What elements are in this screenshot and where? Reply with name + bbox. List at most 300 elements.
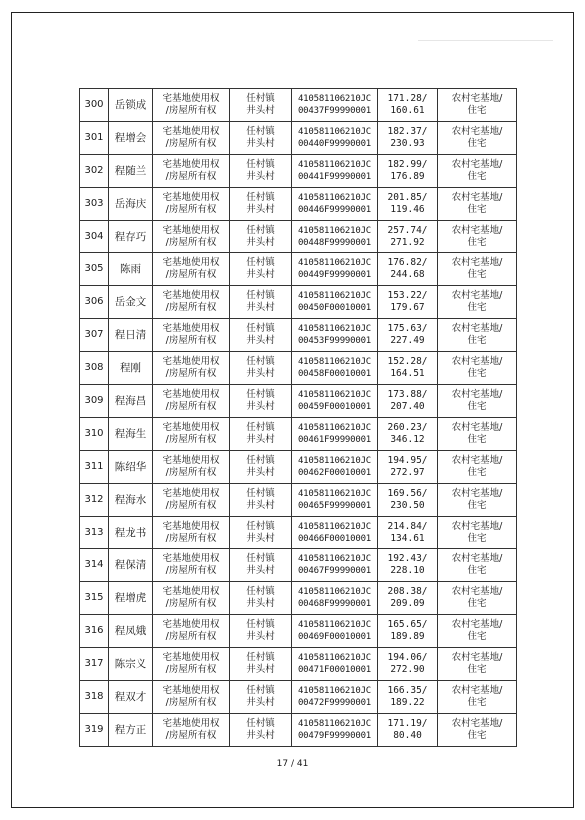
right-type-cell-line-1: 宅基地使用权 [162,553,220,565]
right-type-cell [153,385,230,418]
usage-cell-line-2: 住宅 [467,236,487,248]
unit-code-cell-line-1: 410581106210JC [297,685,372,696]
right-type-cell-line-2: /房屋所有权 [165,664,217,676]
location-cell-line-1: 任村镇 [246,191,275,203]
usage-cell [438,286,517,319]
right-type-cell [153,681,230,714]
usage-cell-line-2: 住宅 [467,598,487,610]
usage-cell-line-1: 农村宅基地/ [451,421,503,433]
table-row [80,253,517,286]
unit-code-cell [292,319,378,352]
unit-code-cell [292,615,378,648]
location-cell [230,450,292,483]
area-cell-line-2: 207.40 [390,400,425,412]
owner-name-cell-line-1: 程刚 [120,362,141,375]
row-number-cell [80,187,109,220]
usage-cell-line-2: 住宅 [467,696,487,708]
row-number-cell [80,648,109,681]
location-cell-line-1: 任村镇 [246,619,275,631]
usage-cell-line-1: 农村宅基地/ [451,520,503,532]
table-row [80,450,517,483]
owner-name-cell-line-1: 程存巧 [114,230,147,243]
usage-cell-line-1: 农村宅基地/ [451,684,503,696]
table-row [80,582,517,615]
right-type-cell-line-2: /房屋所有权 [165,433,217,445]
owner-name-cell [109,89,153,122]
location-cell-line-2: 井头村 [246,565,275,577]
owner-name-cell-line-1: 程海水 [114,493,147,506]
unit-code-cell [292,417,378,450]
row-number-cell-line-1: 307 [84,329,104,341]
table-row [80,516,517,549]
unit-code-cell-line-2: 00479F99990001 [297,730,372,741]
table-row [80,89,517,122]
row-number-cell-line-1: 309 [84,394,104,406]
location-cell [230,549,292,582]
area-cell-line-1: 169.56/ [387,487,428,499]
location-cell-line-1: 任村镇 [246,652,275,664]
row-number-cell [80,713,109,746]
owner-name-cell [109,154,153,187]
right-type-cell-line-1: 宅基地使用权 [162,323,220,335]
location-cell [230,681,292,714]
usage-cell-line-2: 住宅 [467,664,487,676]
owner-name-cell-line-1: 程龙书 [114,526,147,539]
location-cell-line-2: 井头村 [246,696,275,708]
unit-code-cell [292,121,378,154]
location-cell-line-1: 任村镇 [246,290,275,302]
location-cell [230,154,292,187]
right-type-cell-line-1: 宅基地使用权 [162,487,220,499]
right-type-cell-line-2: /房屋所有权 [165,631,217,643]
right-type-cell-line-2: /房屋所有权 [165,400,217,412]
area-cell-line-2: 134.61 [390,532,425,544]
usage-cell [438,516,517,549]
row-number-cell-line-1: 304 [84,230,104,242]
area-cell-line-2: 272.97 [390,466,425,478]
area-cell-line-1: 173.88/ [387,388,428,400]
area-cell-line-2: 80.40 [393,729,422,741]
location-cell-line-1: 任村镇 [246,356,275,368]
table-row [80,121,517,154]
right-type-cell-line-1: 宅基地使用权 [162,257,220,269]
area-cell-line-1: 152.28/ [387,356,428,368]
row-number-cell [80,319,109,352]
area-cell [378,319,438,352]
location-cell [230,713,292,746]
unit-code-cell [292,516,378,549]
unit-code-cell-line-1: 410581106210JC [297,126,372,137]
owner-name-cell-line-1: 陈宗义 [114,658,147,671]
usage-cell-line-1: 农村宅基地/ [451,454,503,466]
usage-cell [438,681,517,714]
area-cell-line-1: 166.35/ [387,684,428,696]
location-cell-line-1: 任村镇 [246,520,275,532]
area-cell-line-1: 171.28/ [387,92,428,104]
unit-code-cell-line-1: 410581106210JC [297,488,372,499]
usage-cell-line-2: 住宅 [467,170,487,182]
unit-code-cell [292,483,378,516]
area-cell-line-1: 165.65/ [387,619,428,631]
scan-artifact-line [418,40,553,41]
owner-name-cell-line-1: 程增会 [114,131,147,144]
unit-code-cell-line-1: 410581106210JC [297,225,372,236]
right-type-cell-line-1: 宅基地使用权 [162,125,220,137]
right-type-cell-line-1: 宅基地使用权 [162,158,220,170]
usage-cell [438,417,517,450]
table-row [80,319,517,352]
right-type-cell-line-1: 宅基地使用权 [162,619,220,631]
location-cell [230,516,292,549]
location-cell [230,385,292,418]
owner-name-cell-line-1: 程方正 [114,723,147,736]
area-cell-line-2: 176.89 [390,170,425,182]
right-type-cell [153,483,230,516]
owner-name-cell [109,483,153,516]
unit-code-cell-line-1: 410581106210JC [297,620,372,631]
location-cell [230,286,292,319]
area-cell [378,450,438,483]
owner-name-cell-line-1: 陈雨 [120,263,141,276]
row-number-cell-line-1: 312 [84,493,104,505]
owner-name-cell-line-1: 程保清 [114,559,147,572]
right-type-cell-line-2: /房屋所有权 [165,203,217,215]
usage-cell-line-1: 农村宅基地/ [451,388,503,400]
row-number-cell-line-1: 317 [84,658,104,670]
usage-cell-line-2: 住宅 [467,631,487,643]
right-type-cell-line-1: 宅基地使用权 [162,454,220,466]
area-cell-line-1: 257.74/ [387,224,428,236]
area-cell [378,286,438,319]
table-row [80,648,517,681]
right-type-cell [153,253,230,286]
right-type-cell-line-2: /房屋所有权 [165,335,217,347]
usage-cell-line-1: 农村宅基地/ [451,356,503,368]
usage-cell [438,220,517,253]
row-number-cell [80,417,109,450]
right-type-cell [153,713,230,746]
area-cell-line-1: 171.19/ [387,717,428,729]
owner-name-cell-line-1: 程日清 [114,329,147,342]
location-cell-line-1: 任村镇 [246,125,275,137]
location-cell-line-2: 井头村 [246,335,275,347]
owner-name-cell-line-1: 程凤娥 [114,625,147,638]
owner-name-cell-line-1: 程海生 [114,427,147,440]
location-cell-line-1: 任村镇 [246,553,275,565]
property-registry-table [79,88,517,747]
right-type-cell [153,89,230,122]
area-cell-line-1: 182.37/ [387,125,428,137]
area-cell-line-2: 271.92 [390,236,425,248]
owner-name-cell [109,319,153,352]
table-row [80,220,517,253]
unit-code-cell-line-1: 410581106210JC [297,93,372,104]
location-cell-line-2: 井头村 [246,269,275,281]
owner-name-cell [109,187,153,220]
owner-name-cell-line-1: 程海昌 [114,394,147,407]
right-type-cell [153,516,230,549]
area-cell-line-1: 175.63/ [387,323,428,335]
owner-name-cell-line-1: 岳金文 [114,296,147,309]
usage-cell-line-1: 农村宅基地/ [451,487,503,499]
owner-name-cell [109,286,153,319]
usage-cell-line-1: 农村宅基地/ [451,224,503,236]
row-number-cell-line-1: 318 [84,690,104,702]
row-number-cell-line-1: 313 [84,526,104,538]
unit-code-cell-line-2: 00446F99990001 [297,204,372,215]
unit-code-cell [292,89,378,122]
location-cell-line-2: 井头村 [246,236,275,248]
area-cell [378,121,438,154]
right-type-cell-line-1: 宅基地使用权 [162,290,220,302]
unit-code-cell [292,681,378,714]
location-cell-line-2: 井头村 [246,400,275,412]
location-cell [230,253,292,286]
unit-code-cell-line-2: 00469F00010001 [297,632,372,643]
location-cell-line-2: 井头村 [246,598,275,610]
area-cell-line-2: 179.67 [390,302,425,314]
area-cell-line-2: 227.49 [390,335,425,347]
unit-code-cell-line-1: 410581106210JC [297,422,372,433]
row-number-cell-line-1: 302 [84,164,104,176]
unit-code-cell-line-2: 00468F99990001 [297,599,372,610]
table-row [80,286,517,319]
unit-code-cell-line-2: 00458F00010001 [297,369,372,380]
owner-name-cell [109,417,153,450]
right-type-cell [153,450,230,483]
unit-code-cell-line-2: 00461F99990001 [297,434,372,445]
owner-name-cell [109,582,153,615]
location-cell [230,220,292,253]
location-cell-line-2: 井头村 [246,532,275,544]
usage-cell-line-2: 住宅 [467,729,487,741]
area-cell-line-1: 153.22/ [387,290,428,302]
right-type-cell [153,319,230,352]
right-type-cell-line-2: /房屋所有权 [165,598,217,610]
right-type-cell-line-2: /房屋所有权 [165,137,217,149]
location-cell [230,352,292,385]
right-type-cell-line-1: 宅基地使用权 [162,356,220,368]
row-number-cell [80,385,109,418]
unit-code-cell-line-1: 410581106210JC [297,455,372,466]
usage-cell [438,713,517,746]
table-row [80,187,517,220]
unit-code-cell-line-2: 00450F00010001 [297,303,372,314]
right-type-cell [153,352,230,385]
unit-code-cell-line-1: 410581106210JC [297,159,372,170]
location-cell-line-1: 任村镇 [246,421,275,433]
right-type-cell-line-1: 宅基地使用权 [162,191,220,203]
location-cell-line-2: 井头村 [246,466,275,478]
right-type-cell-line-2: /房屋所有权 [165,532,217,544]
area-cell [378,582,438,615]
location-cell-line-2: 井头村 [246,664,275,676]
area-cell-line-1: 192.43/ [387,553,428,565]
unit-code-cell-line-2: 00440F99990001 [297,138,372,149]
area-cell-line-1: 214.84/ [387,520,428,532]
unit-code-cell [292,220,378,253]
right-type-cell [153,187,230,220]
right-type-cell-line-1: 宅基地使用权 [162,717,220,729]
right-type-cell-line-2: /房屋所有权 [165,302,217,314]
usage-cell-line-1: 农村宅基地/ [451,323,503,335]
area-cell-line-2: 119.46 [390,203,425,215]
unit-code-cell-line-2: 00437F99990001 [297,105,372,116]
location-cell [230,582,292,615]
unit-code-cell [292,286,378,319]
right-type-cell-line-1: 宅基地使用权 [162,92,220,104]
right-type-cell [153,154,230,187]
usage-cell-line-1: 农村宅基地/ [451,257,503,269]
usage-cell-line-2: 住宅 [467,433,487,445]
usage-cell [438,89,517,122]
row-number-cell-line-1: 310 [84,427,104,439]
location-cell-line-1: 任村镇 [246,323,275,335]
unit-code-cell [292,549,378,582]
usage-cell-line-2: 住宅 [467,499,487,511]
unit-code-cell [292,187,378,220]
location-cell-line-2: 井头村 [246,302,275,314]
location-cell-line-2: 井头村 [246,499,275,511]
usage-cell [438,549,517,582]
right-type-cell-line-2: /房屋所有权 [165,104,217,116]
usage-cell [438,385,517,418]
area-cell-line-2: 244.68 [390,269,425,281]
unit-code-cell-line-1: 410581106210JC [297,587,372,598]
right-type-cell-line-1: 宅基地使用权 [162,224,220,236]
area-cell-line-1: 260.23/ [387,421,428,433]
owner-name-cell [109,648,153,681]
area-cell [378,385,438,418]
location-cell-line-1: 任村镇 [246,684,275,696]
location-cell [230,615,292,648]
row-number-cell-line-1: 308 [84,362,104,374]
row-number-cell [80,352,109,385]
row-number-cell-line-1: 303 [84,197,104,209]
usage-cell-line-1: 农村宅基地/ [451,158,503,170]
area-cell [378,220,438,253]
unit-code-cell [292,582,378,615]
area-cell [378,648,438,681]
unit-code-cell [292,450,378,483]
owner-name-cell [109,450,153,483]
location-cell-line-2: 井头村 [246,729,275,741]
usage-cell-line-2: 住宅 [467,400,487,412]
usage-cell-line-2: 住宅 [467,368,487,380]
area-cell-line-2: 189.22 [390,696,425,708]
owner-name-cell [109,220,153,253]
right-type-cell-line-2: /房屋所有权 [165,466,217,478]
right-type-cell-line-1: 宅基地使用权 [162,421,220,433]
unit-code-cell [292,253,378,286]
usage-cell-line-2: 住宅 [467,104,487,116]
usage-cell-line-2: 住宅 [467,302,487,314]
area-cell-line-2: 230.50 [390,499,425,511]
usage-cell-line-1: 农村宅基地/ [451,652,503,664]
usage-cell-line-1: 农村宅基地/ [451,553,503,565]
row-number-cell-line-1: 306 [84,296,104,308]
usage-cell-line-1: 农村宅基地/ [451,619,503,631]
unit-code-cell-line-1: 410581106210JC [297,291,372,302]
area-cell-line-2: 164.51 [390,368,425,380]
right-type-cell-line-2: /房屋所有权 [165,499,217,511]
table-row [80,154,517,187]
row-number-cell-line-1: 314 [84,559,104,571]
unit-code-cell-line-2: 00465F99990001 [297,500,372,511]
location-cell-line-1: 任村镇 [246,224,275,236]
table-row [80,352,517,385]
usage-cell-line-2: 住宅 [467,335,487,347]
location-cell-line-1: 任村镇 [246,487,275,499]
row-number-cell-line-1: 311 [84,460,104,472]
right-type-cell [153,121,230,154]
right-type-cell-line-1: 宅基地使用权 [162,684,220,696]
area-cell-line-1: 194.95/ [387,454,428,466]
unit-code-cell-line-1: 410581106210JC [297,389,372,400]
owner-name-cell [109,352,153,385]
usage-cell [438,121,517,154]
usage-cell [438,319,517,352]
row-number-cell [80,681,109,714]
usage-cell [438,450,517,483]
unit-code-cell-line-2: 00462F00010001 [297,467,372,478]
table-row [80,483,517,516]
row-number-cell [80,220,109,253]
usage-cell-line-1: 农村宅基地/ [451,191,503,203]
row-number-cell-line-1: 315 [84,592,104,604]
owner-name-cell [109,549,153,582]
usage-cell-line-1: 农村宅基地/ [451,125,503,137]
unit-code-cell [292,154,378,187]
owner-name-cell [109,681,153,714]
right-type-cell-line-2: /房屋所有权 [165,565,217,577]
unit-code-cell [292,385,378,418]
location-cell [230,187,292,220]
right-type-cell-line-1: 宅基地使用权 [162,586,220,598]
area-cell-line-2: 230.93 [390,137,425,149]
owner-name-cell [109,713,153,746]
right-type-cell-line-2: /房屋所有权 [165,236,217,248]
unit-code-cell-line-2: 00471F00010001 [297,665,372,676]
row-number-cell [80,253,109,286]
row-number-cell [80,483,109,516]
usage-cell-line-2: 住宅 [467,203,487,215]
owner-name-cell [109,615,153,648]
row-number-cell [80,450,109,483]
location-cell [230,89,292,122]
area-cell [378,681,438,714]
usage-cell [438,253,517,286]
area-cell-line-2: 189.89 [390,631,425,643]
area-cell-line-1: 201.85/ [387,191,428,203]
unit-code-cell-line-2: 00449F99990001 [297,270,372,281]
right-type-cell-line-2: /房屋所有权 [165,368,217,380]
location-cell-line-2: 井头村 [246,104,275,116]
right-type-cell-line-1: 宅基地使用权 [162,520,220,532]
area-cell [378,253,438,286]
row-number-cell [80,286,109,319]
area-cell-line-1: 208.38/ [387,586,428,598]
unit-code-cell [292,713,378,746]
location-cell [230,648,292,681]
usage-cell [438,483,517,516]
area-cell [378,713,438,746]
right-type-cell-line-2: /房屋所有权 [165,729,217,741]
right-type-cell [153,648,230,681]
usage-cell [438,154,517,187]
area-cell [378,615,438,648]
usage-cell-line-2: 住宅 [467,137,487,149]
